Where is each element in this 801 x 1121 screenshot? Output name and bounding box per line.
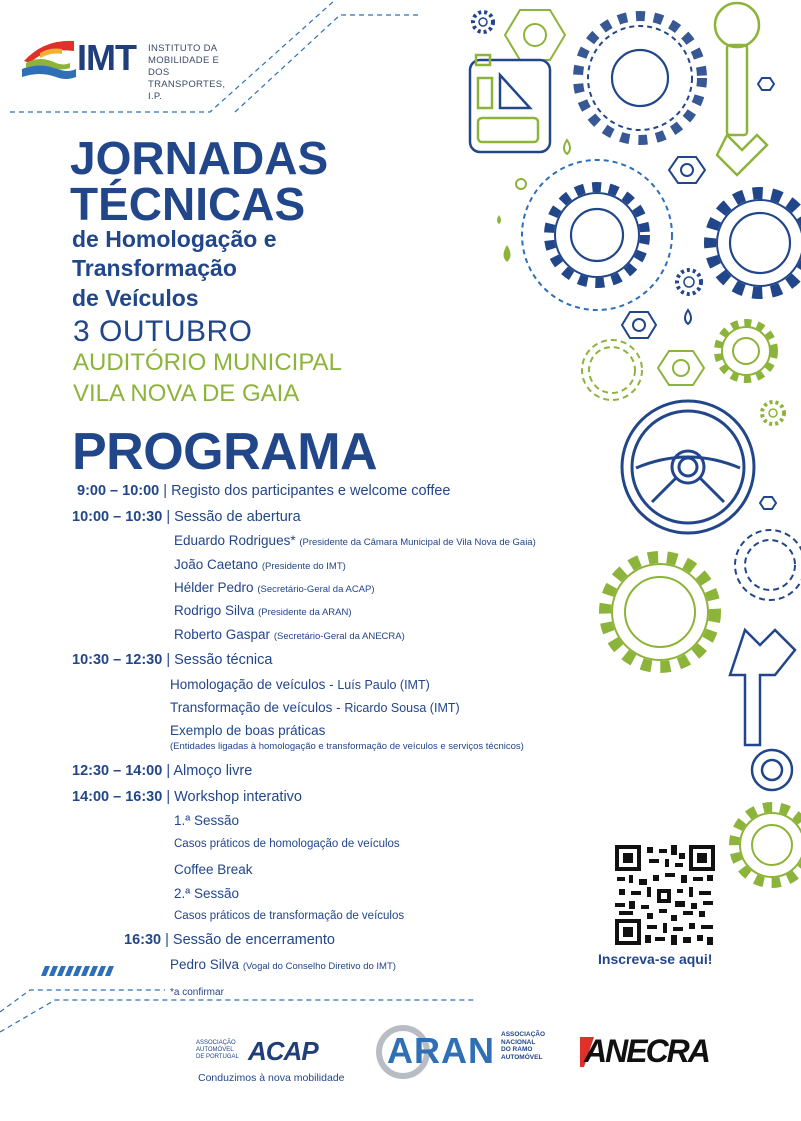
event-venue-line2: VILA NOVA DE GAIA — [73, 380, 300, 407]
footnote: *a confirmar — [170, 987, 224, 998]
good-practices-note: (Entidades ligadas à homologação e transformação de veículos e serviços técnicos) — [170, 741, 524, 752]
acap-logo — [196, 1036, 346, 1090]
speaker-item: João Caetano (Presidente do IMT) — [174, 557, 346, 572]
speaker-item: Hélder Pedro (Secretário-Geral da ACAP) — [174, 580, 375, 595]
speaker-item: Roberto Gaspar (Secretário-Geral da ANECRA) — [174, 627, 405, 642]
program-item: 10:30 – 12:30 | Sessão técnica — [72, 652, 273, 668]
steering-wheel-icon — [622, 401, 754, 533]
gear-icon — [762, 402, 784, 424]
closing-speaker: Pedro Silva (Vogal do Conselho Diretivo do IMT) — [170, 957, 396, 972]
wrench-icon — [715, 3, 767, 175]
gear-icon — [605, 557, 715, 667]
gear-icon — [677, 270, 701, 294]
hex-nut-icon — [505, 10, 565, 60]
technical-item: Transformação de veículos - Ricardo Sousa (IMT) — [170, 700, 460, 715]
anecra-logo — [580, 1033, 720, 1073]
jerry-can-icon — [470, 55, 550, 152]
wrench-icon — [730, 630, 795, 790]
good-practices: Exemplo de boas práticas — [170, 723, 326, 738]
program-item: 10:00 – 10:30 | Sessão de abertura — [72, 509, 301, 525]
technical-item: Homologação de veículos - Luís Paulo (IMT) — [170, 677, 430, 692]
gear-icon — [718, 323, 774, 379]
program-item: 16:30 | Sessão de encerramento — [124, 932, 335, 948]
gear-icon — [735, 530, 801, 600]
imt-subtitle: INSTITUTO DA MOBILIDADE E DOS TRANSPORTES, I.P. — [148, 43, 226, 102]
speaker-item: Eduardo Rodrigues* (Presidente da Câmara Municipal de Vila Nova de Gaia) — [174, 533, 536, 548]
gear-icon — [578, 16, 702, 140]
speaker-item: Rodrigo Silva (Presidente da ARAN) — [174, 603, 352, 618]
aran-small-text: ASSOCIAÇÃO NACIONAL DO RAMO AUTOMÓVEL — [501, 1031, 546, 1061]
event-subtitle-line3: de Veículos — [72, 285, 199, 311]
hex-nut-icon — [658, 351, 704, 385]
event-subtitle-line1: de Homologação e — [72, 226, 277, 252]
acap-tagline: Conduzimos à nova mobilidade — [198, 1072, 345, 1084]
imt-logo — [20, 37, 240, 102]
aran-logo — [373, 1022, 546, 1082]
event-title-line1: JORNADAS — [70, 132, 329, 184]
hex-nut-icon — [622, 312, 656, 338]
workshop-coffee: Coffee Break — [174, 862, 253, 877]
qr-label[interactable]: Inscreva-se aqui! — [598, 951, 713, 967]
acap-wordmark: ACAP — [248, 1036, 318, 1066]
imt-logo-icon — [20, 39, 78, 79]
program-item: 12:30 – 14:00 | Almoço livre — [72, 763, 253, 779]
program-item: 14:00 – 16:30 | Workshop interativo — [72, 789, 302, 805]
gear-icon — [710, 193, 801, 293]
gear-icon — [582, 340, 642, 400]
event-venue-line1: AUDITÓRIO MUNICIPAL — [73, 349, 342, 376]
workshop-session2: 2.ª Sessão — [174, 886, 240, 901]
workshop-session1: 1.ª Sessão — [174, 813, 240, 828]
event-date: 3 OUTUBRO — [73, 315, 253, 348]
qr-code[interactable] — [615, 845, 715, 945]
event-title-line2: TÉCNICAS — [70, 178, 306, 230]
gear-icon — [734, 807, 801, 883]
workshop-session1-desc: Casos práticos de homologação de veículos — [174, 838, 400, 850]
imt-wordmark: IMT — [77, 37, 136, 78]
program-item: 9:00 – 10:00 | Registo dos participantes e welcome coffee — [77, 483, 451, 499]
bolt-icon — [516, 179, 526, 189]
acap-small-text: ASSOCIAÇÃO AUTOMÓVEL DE PORTUGAL — [196, 1040, 239, 1060]
gear-icon — [473, 12, 493, 32]
programa-heading: PROGRAMA — [72, 423, 378, 481]
aran-wordmark: ARAN — [387, 1030, 495, 1071]
striped-bar — [41, 966, 114, 976]
anecra-wordmark: ANECRA — [584, 1033, 709, 1069]
workshop-session2-desc: Casos práticos de transformação de veículos — [174, 910, 405, 922]
gear-icon — [522, 160, 672, 310]
event-subtitle-line2: Transformação — [72, 255, 237, 281]
hex-nut-icon — [669, 157, 705, 183]
